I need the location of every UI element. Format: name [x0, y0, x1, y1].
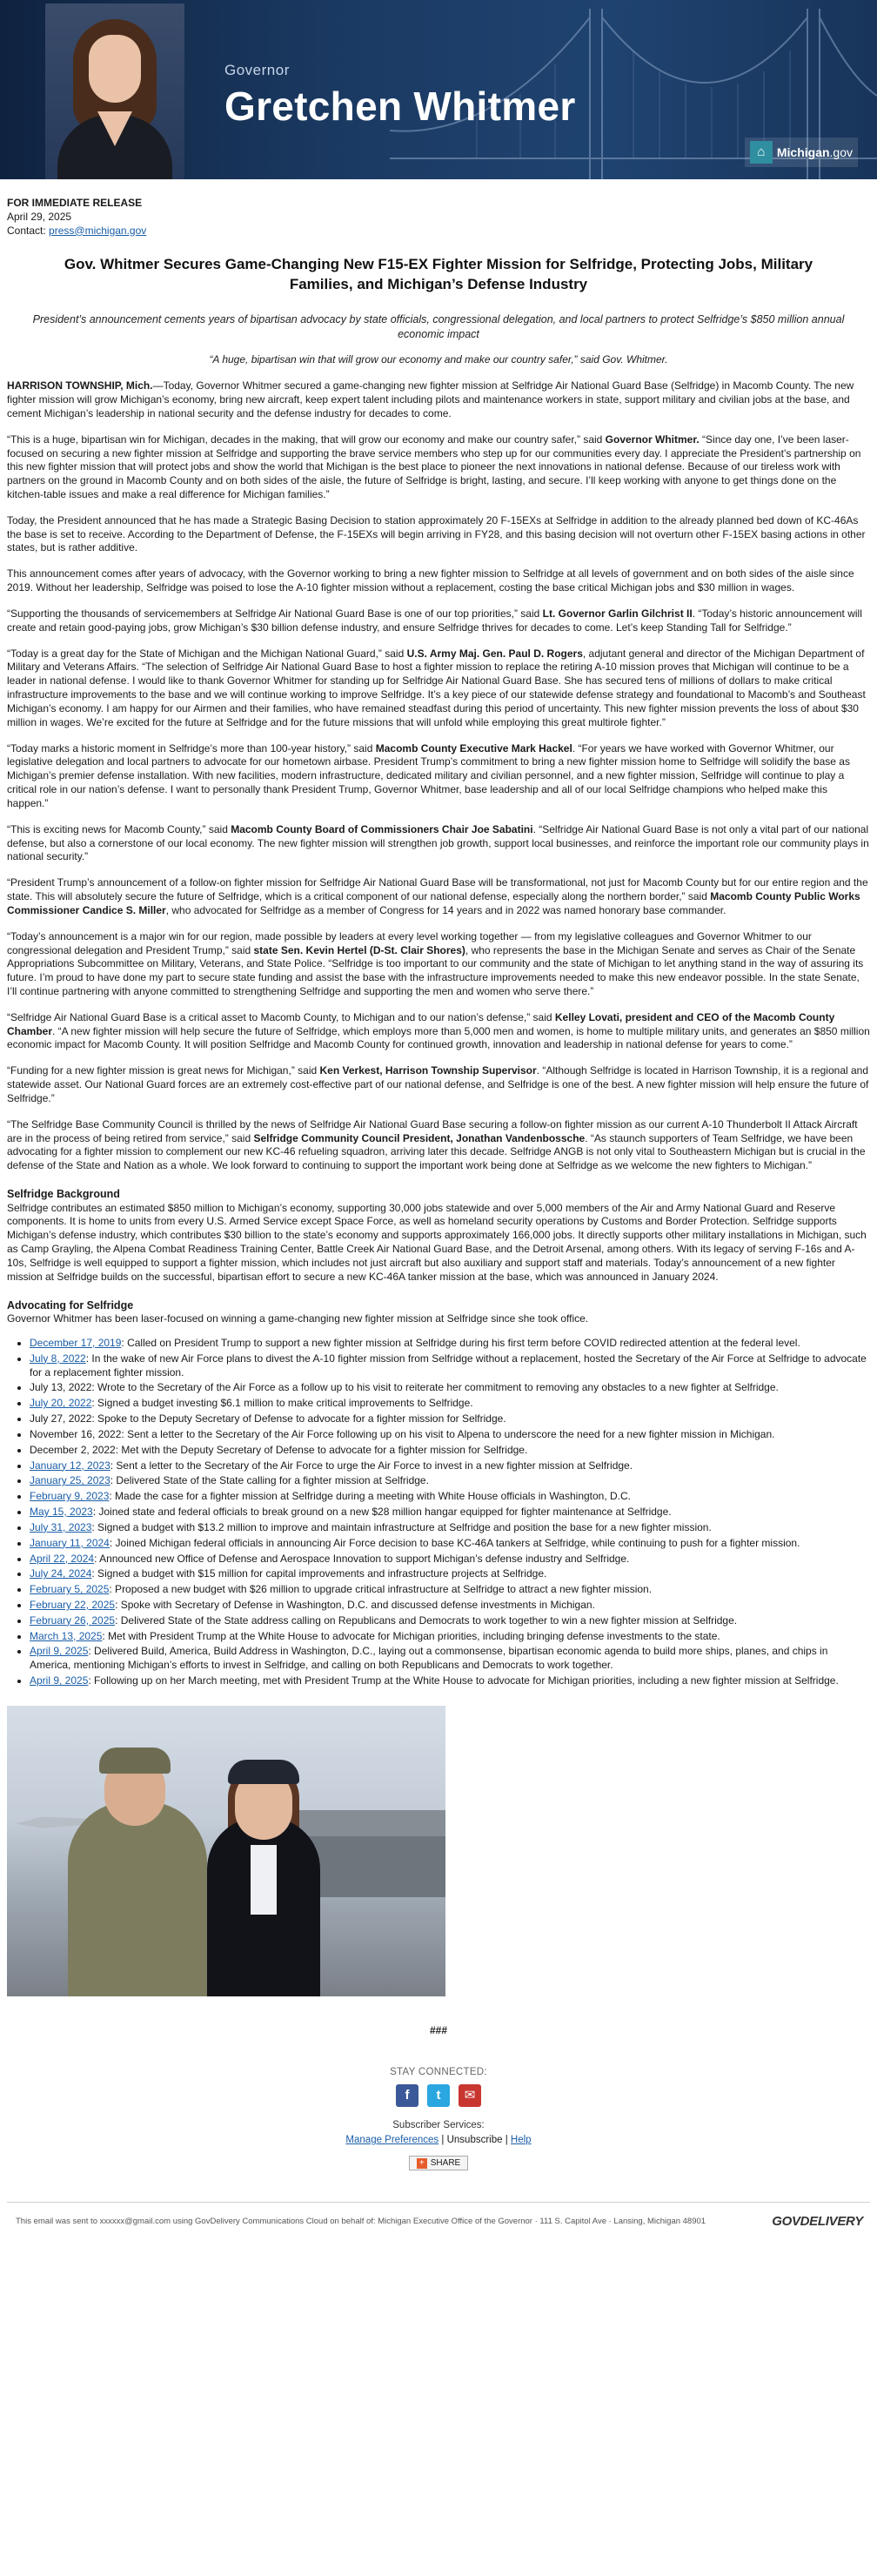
- body-paragraph: “Today is a great day for the State of Michigan and the Michigan National Guard,” said U.S. Army Maj. Gen. Paul D. Rogers, adjutant general and director of the Michigan Department of Military and Veterans Affairs. “The selection of Selfridge Air National Guard Base to host a fighter mission to replace the retiring A-10 mission proves that Michigan will continue to be a leader in national defense. I would like to thank Governor Whitmer for standing up for Selfridge Air National Guard Base. She has secured tens of millions of dollars to make critical infrastructure improvements to the base and we will continue working to improve Selfridge. It’s a key piece of our statewide defense strategy and foundational to Macomb’s and Southeast Michigan’s economy. I am happy for our Airmen and their families, who have remained steadfast during this period of uncertainty. This new fighter mission prevents the loss of about $30 million in wages. We’re excited for the future at Selfridge and for the future missions that will unfold while employing this great multirole fighter.”: [7, 647, 866, 728]
- email-icon[interactable]: ✉: [459, 2084, 481, 2107]
- timeline-date: November 16, 2022: [30, 1427, 122, 1440]
- release-contact: Contact: press@michigan.gov: [7, 224, 147, 237]
- timeline-date-link[interactable]: December 17, 2019: [30, 1336, 122, 1349]
- timeline-date-link[interactable]: March 13, 2025: [30, 1629, 103, 1642]
- timeline-text: : Spoke to the Deputy Secretary of Defense to advocate for a fighter mission for Selfridge.: [91, 1412, 506, 1426]
- timeline-text: : Delivered State of the State address calling on Republicans and Democrats to work together to win a new fighter mission at Selfridge.: [115, 1613, 738, 1627]
- timeline-text: : Sent a letter to the Secretary of the Air Force following up on his visit to Alpena to underscore the need for a new fighter mission in Michigan.: [121, 1427, 775, 1440]
- timeline-date: July 13, 2022: [30, 1381, 92, 1394]
- body-paragraph: HARRISON TOWNSHIP, Mich.—Today, Governor Whitmer secured a game-changing new fighter mission at Selfridge Air National Guard Base (Selfridge) in Macomb County. The new fighter mission will grow Michigan’s economy, bring new aircraft, keep expert talent including pilots and maintenance workers in state, support military and civilian jobs at the base, and cement Michigan’s leadership in national security and the defense industry for decades to come.: [7, 379, 854, 419]
- body-paragraph: “This is exciting news for Macomb County,” said Macomb County Board of Commissioners Chair Joe Sabatini. “Selfridge Air National Guard Base is not only a vital part of our national defense, but also a cornerstone of our local economy. The new fighter mission will strengthen job growth, support local businesses, and reinforce the important role our community plays in national security.”: [7, 822, 869, 863]
- headline: Gov. Whitmer Secures Game-Changing New F15-EX Fighter Mission for Selfridge, Protecting Jobs, Military Families, and Michigan’s Defense Industry: [64, 256, 813, 293]
- timeline-item: [30, 1599, 870, 1613]
- timeline-item: [30, 1428, 870, 1442]
- governor-name: Gretchen Whitmer: [224, 84, 576, 129]
- timeline-text: : Announced new Office of Defense and Aerospace Innovation to support Michigan’s defense industry and Selfridge.: [94, 1552, 630, 1565]
- timeline-item: [30, 1645, 870, 1673]
- body-paragraph: Today, the President announced that he has made a Strategic Basing Decision to station approximately 20 F-15EXs at Selfridge in addition to the already planned bed down of KC-46As the base is set to receive. According to the Department of Defense, the F-15EXs will begin arriving in FY28, and this basing decision will not overturn other F-15EX basing actions in other states, but is rather additive.: [7, 513, 866, 554]
- disclaimer-bar: [0, 2203, 877, 2250]
- facebook-icon[interactable]: f: [396, 2084, 418, 2107]
- advocacy-timeline: [30, 1337, 870, 1688]
- timeline-date-link[interactable]: July 31, 2023: [30, 1520, 92, 1533]
- share-button[interactable]: + SHARE: [409, 2156, 468, 2170]
- timeline-item: [30, 1412, 870, 1426]
- timeline-date-link[interactable]: April 9, 2025: [30, 1674, 89, 1687]
- timeline-text: : Met with the Deputy Secretary of Defense to advocate for a fighter mission for Selfridge.: [115, 1443, 528, 1456]
- background-text: Selfridge contributes an estimated $850 million to Michigan’s economy, supporting 30,000 jobs statewide and over 5,000 members of the Air and Army National Guard and Reserve components. It is home to units from every U.S. Armed Service except Space Force, as well as homeland security operations by Customs and Border Protection. Selfridge supports Michigan’s defense industry, which contributes $30 billion to the state’s economy and supports approximately 166,000 jobs. It directly supports other military installations in Michigan, such as Camp Grayling, the Alpena Combat Readiness Training Center, Battle Creek Air National Guard Base, and the Detroit Arsenal, among others. With its legacy of serving F-16s and A-10s, Selfridge is well equipped to support a fighter mission, which includes not just aircraft but also auxiliary and support staff and materials. Today’s announcement of a new fighter mission at Selfridge builds on the successful, bipartisan effort to secure a new KC-46A tanker mission at the base, which was announced in January 2024.: [7, 1201, 867, 1283]
- timeline-item: [30, 1553, 870, 1566]
- timeline-date-link[interactable]: February 9, 2023: [30, 1490, 110, 1503]
- social-links: [7, 2084, 870, 2107]
- subscriber-links: Manage Preferences | Unsubscribe | Help: [345, 2135, 532, 2146]
- timeline-date-link[interactable]: January 11, 2024: [30, 1536, 110, 1549]
- body-paragraph: “Selfridge Air National Guard Base is a critical asset to Macomb County, to Michigan and to our nation’s defense,” said Kelley Lovati, president and CEO of the Macomb County Chamber. “A new fighter mission will help secure the future of Selfridge, which employs more than 5,000 men and women, is home to multiple military units, and generates an $850 million economic impact for Macomb County. It will position Selfridge and Macomb County for continued growth, innovation and leadership in national defense for years to come.”: [7, 1010, 870, 1051]
- twitter-icon[interactable]: t: [427, 2084, 450, 2107]
- timeline-date: December 2, 2022: [30, 1443, 116, 1456]
- governor-portrait: [45, 3, 184, 179]
- advocacy-title: Advocating for Selfridge: [7, 1298, 134, 1311]
- end-marker: ###: [429, 2023, 448, 2036]
- michigan-gov-text: Michigan.gov: [776, 144, 853, 159]
- timeline-text: : Wrote to the Secretary of the Air Force as a follow up to his visit to reiterate her commitment to removing any obstacles to a new fighter at Selfridge.: [91, 1381, 779, 1394]
- disclaimer-text: This email was sent to xxxxxx@gmail.com using GovDelivery Communications Cloud on behalf of: Michigan Executive Office of the Governor · 111 S. Capitol Ave · Lansing, Michigan 48901: [16, 2217, 706, 2227]
- help-link[interactable]: Help: [510, 2135, 532, 2146]
- subheadline: President’s announcement cements years of bipartisan advocacy by state officials, congressional delegation, and local partners to protect Selfridge’s $850 million annual economic impact: [32, 313, 845, 340]
- timeline-item: [30, 1352, 870, 1380]
- subscriber-services-label: Subscriber Services:: [392, 2119, 485, 2130]
- timeline-date-link[interactable]: February 22, 2025: [30, 1598, 116, 1611]
- timeline-text: : In the wake of new Air Force plans to divest the A-10 fighter mission from Selfridge without a replacement, hosted the Secretary of the Air Force at Selfridge to advocate for a replacement fighter mission.: [30, 1352, 867, 1379]
- timeline-text: : Sent a letter to the Secretary of the Air Force to urge the Air Force to invest in a new fighter mission at Selfridge.: [110, 1459, 633, 1472]
- background-title: Selfridge Background: [7, 1188, 120, 1201]
- contact-email-link[interactable]: press@michigan.gov: [49, 224, 147, 237]
- timeline-item: [30, 1567, 870, 1581]
- timeline-text: : Called on President Trump to support a new fighter mission at Selfridge during his first term before COVID redirected attention at the federal level.: [121, 1336, 800, 1349]
- timeline-item: [30, 1474, 870, 1488]
- timeline-text: : Signed a budget investing $6.1 million to make critical improvements to Selfridge.: [91, 1397, 473, 1410]
- timeline-text: : Joined state and federal officials to break ground on a new $28 million hangar equipped for fighter maintenance at Selfridge.: [92, 1506, 672, 1519]
- timeline-item: [30, 1337, 870, 1351]
- body-paragraph: “Today’s announcement is a major win for our region, made possible by leaders at every level working together — from my legislative colleagues and Governor Whitmer to our congressional delegation and President Trump,” said state Sen. Kevin Hertel (D-St. Clair Shores), who represents the base in the Michigan Senate and serves as Chair of the Senate Appropriations Subcommittee on Military, Veterans, and State Police. “Selfridge is too important to our community and the state of Michigan to let anything stand in the way of assuring its future. I’m proud to have done my part to secure state funding and assist the base with the infrastructure improvements needed to make this new endeavor possible. In the state Senate, I’ll continue partnering with anyone committed to strengthening Selfridge and supporting the men and women who serve there.”: [7, 929, 864, 997]
- timeline-item: [30, 1614, 870, 1628]
- timeline-date-link[interactable]: July 8, 2022: [30, 1352, 86, 1365]
- timeline-item: [30, 1444, 870, 1458]
- timeline-text: : Spoke with Secretary of Defense in Washington, D.C. and discussed defense investments in Michigan.: [115, 1598, 595, 1611]
- timeline-date-link[interactable]: April 9, 2025: [30, 1645, 89, 1658]
- timeline-item: [30, 1506, 870, 1519]
- unsubscribe-link[interactable]: Unsubscribe: [446, 2135, 503, 2146]
- timeline-item: [30, 1537, 870, 1551]
- michigan-gov-logo[interactable]: [745, 138, 858, 167]
- body-paragraph: This announcement comes after years of advocacy, with the Governor working to bring a new fighter mission to Selfridge at all levels of government and on both sides of the aisle since 2019. Without her leadership, Selfridge was poised to lose the A-10 fighter mission without a replacement, costing the base critical Michigan jobs and $30 million in wages.: [7, 567, 854, 594]
- share-plus-icon: +: [417, 2158, 427, 2169]
- advocacy-intro: Governor Whitmer has been laser-focused on winning a game-changing new fighter mission at Selfridge since she took office.: [7, 1312, 589, 1325]
- timeline-date-link[interactable]: April 22, 2024: [30, 1552, 95, 1565]
- timeline-date-link[interactable]: January 12, 2023: [30, 1459, 110, 1472]
- timeline-text: : Signed a budget with $13.2 million to improve and maintain infrastructure at Selfridge and position the base for a new fighter mission.: [91, 1520, 712, 1533]
- body-paragraph: “President Trump’s announcement of a follow-on fighter mission for Selfridge Air National Guard Base will be transformational, not just for Macomb County but for our entire region and the state. This will absolutely secure the future of Selfridge, which is a critical component of our national defense, especially along the northern border,” said Macomb County Public Works Commissioner Candice S. Miller, who advocated for Selfridge as a member of Congress for 14 years and in 2022 was named honorary base commander.: [7, 876, 868, 916]
- timeline-date-link[interactable]: July 24, 2024: [30, 1567, 92, 1580]
- timeline-item: [30, 1381, 870, 1395]
- timeline-date-link[interactable]: January 25, 2023: [30, 1474, 110, 1487]
- governor-with-general-photo: [7, 1706, 445, 1996]
- timeline-date-link[interactable]: February 26, 2025: [30, 1613, 116, 1627]
- body-paragraph: “Supporting the thousands of servicemembers at Selfridge Air National Guard Base is one of our top priorities,” said Lt. Governor Garlin Gilchrist II. “Today’s historic announcement will create and retain good-paying jobs, grow Michigan’s $30 billion defense industry, and ensure Selfridge thrives for decades to come. Let’s keep Standing Tall for Selfridge.”: [7, 607, 862, 634]
- stay-connected-label: STAY CONNECTED:: [390, 2066, 487, 2077]
- timeline-text: : Delivered State of the State calling for a fighter mission at Selfridge.: [110, 1474, 429, 1487]
- timeline-text: : Delivered Build, America, Build Address in Washington, D.C., laying out a commonsense, bipartisan economic agenda to build more ships, planes, and chips in America, mentioning Michigan’s efforts to invest in Selfridge, and calling on both Republicans and Democrats to work together.: [30, 1645, 828, 1672]
- timeline-item: [30, 1521, 870, 1535]
- timeline-date-link[interactable]: February 5, 2025: [30, 1583, 110, 1596]
- timeline-item: [30, 1397, 870, 1411]
- timeline-text: : Following up on her March meeting, met with President Trump at the White House to advocate for Michigan priorities, including a new fighter mission at Selfridge.: [88, 1674, 839, 1687]
- timeline-item: [30, 1490, 870, 1504]
- governor-banner: [0, 0, 877, 179]
- timeline-item: [30, 1630, 870, 1644]
- timeline-item: [30, 1459, 870, 1473]
- body-paragraph: “Today marks a historic moment in Selfridge’s more than 100-year history,” said Macomb County Executive Mark Hackel. “For years we have worked with Governor Whitmer, our legislative delegation and local partners to advocate for our hometown airbase. President Trump’s commitment to bring a new fighter mission home to Selfridge will solidify the base as Michigan’s premier defense installation. With new facilities, modern infrastructure, dedicated military and civilian personnel, and a new fighter mission, Selfridge will continue to play a critical role in our nation’s defense. I want to personally thank President Trump, Governor Whitmer, base leadership and all of our local Selfridge champions who helped make this happen.”: [7, 741, 850, 809]
- timeline-date-link[interactable]: July 20, 2022: [30, 1397, 92, 1410]
- timeline-item: [30, 1674, 870, 1688]
- govdelivery-logo[interactable]: GOVDELIVERY: [772, 2214, 863, 2230]
- pull-quote: “A huge, bipartisan win that will grow our economy and make our country safer,” said Gov. Whitmer.: [209, 353, 668, 366]
- release-label: FOR IMMEDIATE RELEASE: [7, 197, 143, 209]
- timeline-text: : Made the case for a fighter mission at Selfridge during a meeting with White House officials in Washington, D.C.: [109, 1490, 632, 1503]
- timeline-text: : Signed a budget with $15 million for capital improvements and infrastructure projects at Selfridge.: [91, 1567, 547, 1580]
- release-date: April 29, 2025: [7, 210, 72, 223]
- timeline-date: July 27, 2022: [30, 1412, 92, 1426]
- timeline-item: [30, 1583, 870, 1597]
- release-info: [7, 197, 870, 238]
- timeline-text: : Met with President Trump at the White House to advocate for Michigan priorities, including bringing defense investments to the state.: [102, 1629, 720, 1642]
- timeline-date-link[interactable]: May 15, 2023: [30, 1506, 93, 1519]
- footer: [7, 2066, 870, 2171]
- timeline-text: : Proposed a new budget with $26 million to upgrade critical infrastructure at Selfridge to attract a new fighter mission.: [109, 1583, 653, 1596]
- governor-label: Governor: [224, 62, 290, 78]
- body-paragraph: “This is a huge, bipartisan win for Michigan, decades in the making, that will grow our economy and make our country safer,” said Governor Whitmer. “Since day one, I’ve been laser-focused on securing a new fighter mission at Selfridge and supporting the brave service members who step up for our communities every day. I appreciate the President’s partnership on this new fighter mission that will protect jobs and show the world that Michigan is the best place to pioneer the next innovations in national defense. Because of our tireless work with partners on the ground in Macomb County and on both sides of the aisle, the future of Selfridge is bright, lasting, and secure. I’ll keep working with anyone to get things done on the kitchen-table issues and make a real difference for Michigan families.”: [7, 433, 861, 500]
- manage-preferences-link[interactable]: Manage Preferences: [345, 2135, 439, 2146]
- body-paragraph: “Funding for a new fighter mission is great news for Michigan,” said Ken Verkest, Harrison Township Supervisor. “Although Selfridge is located in Harrison Township, it is a regional and statewide asset. Our National Guard forces are an extremely cost-effective part of our national defense, and Selfridge is one of the best. A new fighter mission will help ensure the future of Selfridge.”: [7, 1064, 869, 1104]
- body-paragraph: “The Selfridge Base Community Council is thrilled by the news of Selfridge Air National Guard Base securing a follow-on fighter mission as our current A-10 Thunderbolt II Attack Aircraft are in the process of being retired from service,” said Selfridge Community Council President, Jonathan Vandenbossche. “As staunch supporters of Team Selfridge, we have been advocating for a fighter mission to complement our new KC-46 refueling squadron, arriving later this decade. Selfridge ANGB is not only vital to Southeastern Michigan but is crucial in the defense of the State and Nation as a whole. We look forward to continuing to support the important work being done at Selfridge as we welcome the new fighters to Michigan.”: [7, 1117, 866, 1172]
- timeline-text: : Joined Michigan federal officials in announcing Air Force decision to base KC-46A tankers at Selfridge, while continuing to push for a fighter mission.: [109, 1536, 800, 1549]
- michigan-mitten-icon: ⌂: [750, 141, 773, 164]
